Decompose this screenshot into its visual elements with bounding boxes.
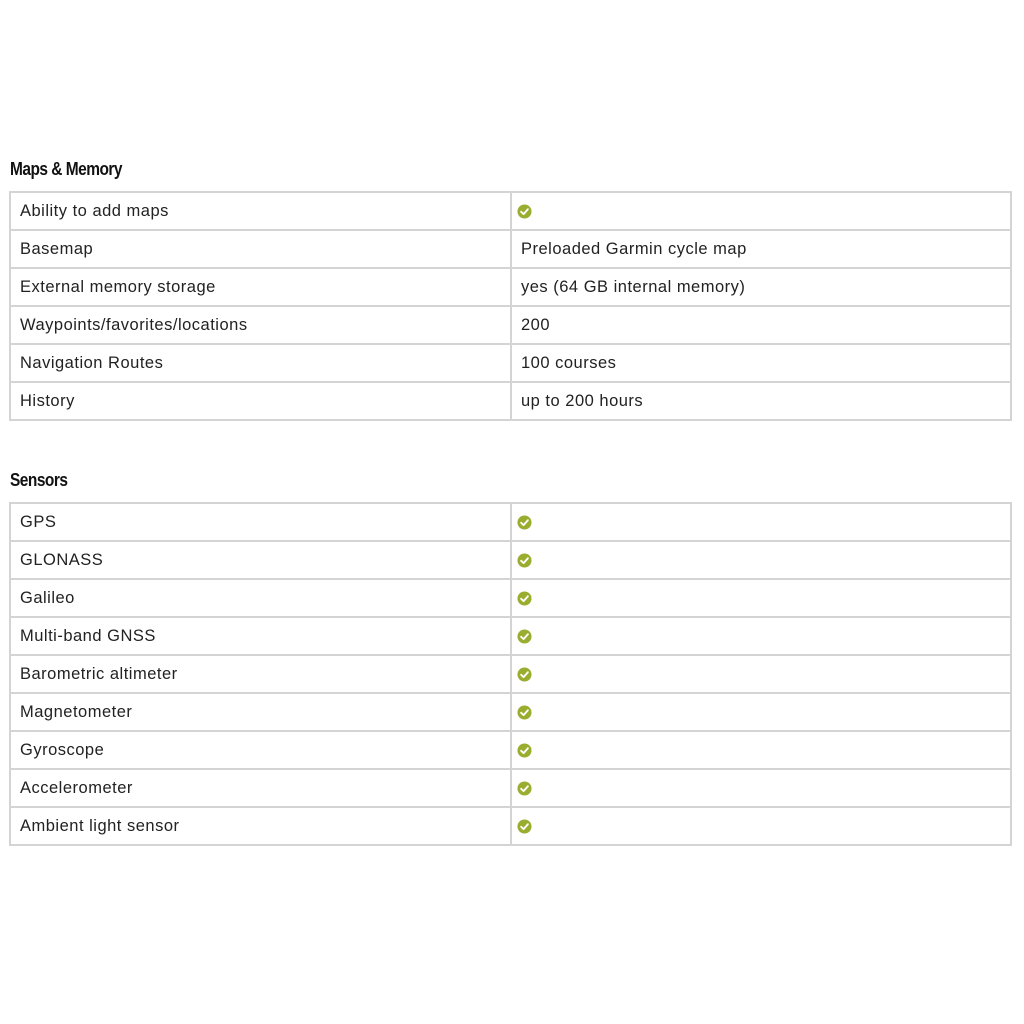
spec-label: Waypoints/favorites/locations	[10, 306, 511, 344]
spec-value: 200	[511, 306, 1011, 344]
table-row	[10, 268, 1011, 306]
table-row	[10, 344, 1011, 382]
spec-value: yes (64 GB internal memory)	[511, 268, 1011, 306]
spec-label: Magnetometer	[10, 693, 511, 731]
spec-value	[511, 655, 1011, 693]
table-row	[10, 731, 1011, 769]
spec-label: Galileo	[10, 579, 511, 617]
table-row	[10, 306, 1011, 344]
spec-label: History	[10, 382, 511, 420]
spec-value	[511, 541, 1011, 579]
spec-label: Multi-band GNSS	[10, 617, 511, 655]
check-circle-icon	[517, 629, 532, 644]
section-title-maps-memory: Maps & Memory	[10, 159, 123, 179]
table-row	[10, 541, 1011, 579]
spec-value	[511, 769, 1011, 807]
table-row	[10, 655, 1011, 693]
maps-memory-table	[9, 191, 1012, 421]
check-circle-icon	[517, 515, 532, 530]
table-row	[10, 503, 1011, 541]
spec-label: Navigation Routes	[10, 344, 511, 382]
spec-label: GPS	[10, 503, 511, 541]
check-circle-icon	[517, 819, 532, 834]
check-circle-icon	[517, 743, 532, 758]
check-circle-icon	[517, 705, 532, 720]
spec-label: Accelerometer	[10, 769, 511, 807]
table-row	[10, 382, 1011, 420]
table-row	[10, 617, 1011, 655]
sensors-table	[9, 502, 1012, 846]
spec-value	[511, 693, 1011, 731]
spec-label: Barometric altimeter	[10, 655, 511, 693]
spec-label: GLONASS	[10, 541, 511, 579]
table-row	[10, 693, 1011, 731]
spec-value: 100 courses	[511, 344, 1011, 382]
spec-value: up to 200 hours	[511, 382, 1011, 420]
spec-value	[511, 807, 1011, 845]
table-row	[10, 769, 1011, 807]
spec-value	[511, 192, 1011, 230]
spec-label: External memory storage	[10, 268, 511, 306]
check-circle-icon	[517, 591, 532, 606]
spec-label: Basemap	[10, 230, 511, 268]
spec-value	[511, 617, 1011, 655]
table-row	[10, 230, 1011, 268]
check-circle-icon	[517, 781, 532, 796]
check-circle-icon	[517, 204, 532, 219]
spec-value	[511, 579, 1011, 617]
table-row	[10, 192, 1011, 230]
table-row	[10, 807, 1011, 845]
spec-label: Ability to add maps	[10, 192, 511, 230]
check-circle-icon	[517, 553, 532, 568]
spec-value	[511, 503, 1011, 541]
section-title-sensors: Sensors	[10, 470, 68, 490]
check-circle-icon	[517, 667, 532, 682]
spec-label: Ambient light sensor	[10, 807, 511, 845]
spec-label: Gyroscope	[10, 731, 511, 769]
table-row	[10, 579, 1011, 617]
spec-value: Preloaded Garmin cycle map	[511, 230, 1011, 268]
spec-value	[511, 731, 1011, 769]
